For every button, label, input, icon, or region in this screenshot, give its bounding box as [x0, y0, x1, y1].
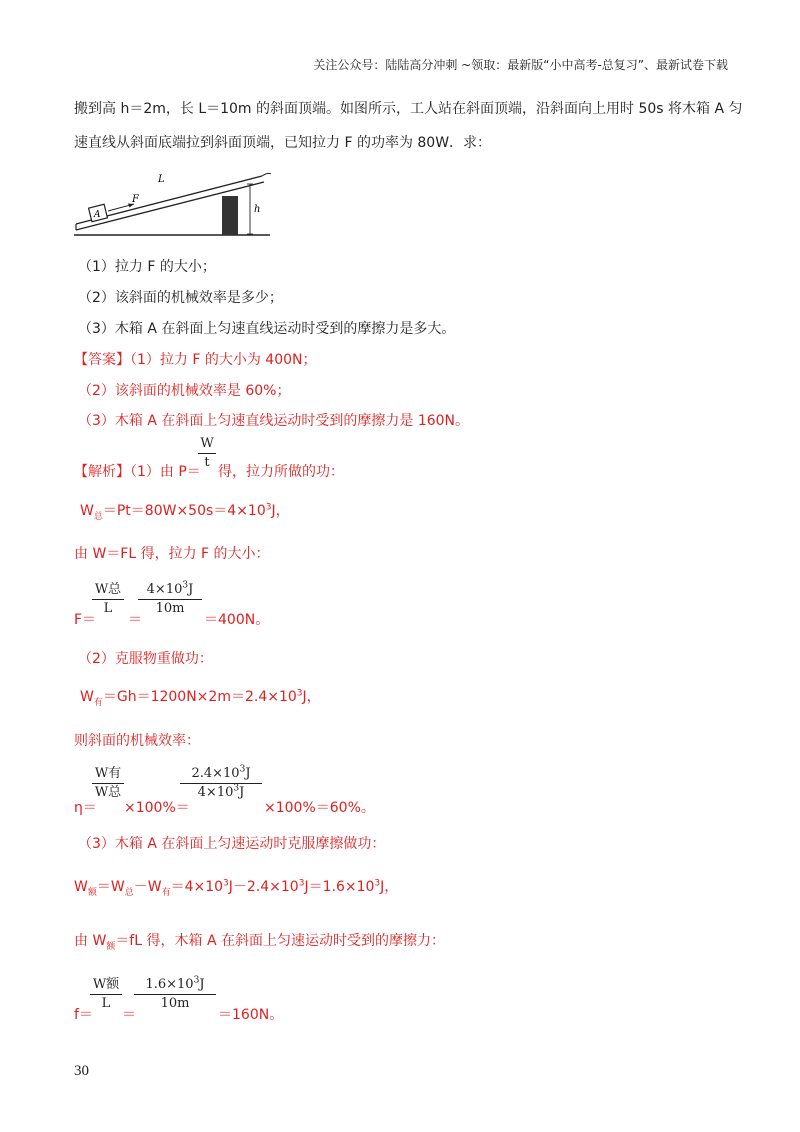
- fraction-wuseful-over-wtotal: W有 W总: [92, 766, 124, 801]
- equals-sign-2: ＝: [122, 1007, 136, 1023]
- answer-1: （1）拉力 F 的大小为 400N；: [130, 352, 317, 368]
- analysis-s1-pre: （1）由 P＝: [130, 464, 201, 480]
- question-1: （1）拉力 F 的大小；: [78, 259, 216, 275]
- analysis-s4: 则斜面的机械效率：: [74, 733, 200, 749]
- f-force-result: ＝400N。: [204, 612, 270, 628]
- analysis-s2: 由 W＝FL 得，拉力 F 的大小：: [74, 546, 270, 562]
- label-l: L: [158, 174, 165, 185]
- incline-diagram: [72, 160, 272, 240]
- analysis-s6: 由 $W_额=fL$ 得，木箱 A 在斜面上匀速运动时受到的摩擦力：: [74, 933, 445, 952]
- w-extra-equation: $W_额=W_总-W_有=4\times 10^3J-2.4\times 10^3J=1.6\times 10^3J$，: [74, 878, 399, 898]
- label-h: h: [254, 204, 261, 215]
- fraction-wtotal-over-l: W总 L: [92, 582, 124, 617]
- label-f: F: [132, 194, 139, 205]
- fraction-1.6e3-over-10m: $1.6\times 10^3J$ 10m: [134, 977, 216, 1012]
- analysis-s1-post: 得，拉力所做的功：: [218, 464, 344, 480]
- problem-line-1: 搬到高 h＝2m，长 L＝10m 的斜面顶端。如图所示，工人站在斜面顶端，沿斜面向上用时 50s 将木箱 A 匀: [74, 101, 743, 117]
- page-number: 30: [74, 1063, 89, 1079]
- fraction-4e3-over-10m: $4\times 10^3J$ 10m: [138, 582, 202, 617]
- w-useful-equation: $W_有=Gh=1200N\times 2m=2.4\times 10^3J$，: [80, 688, 321, 708]
- label-a: A: [94, 210, 101, 220]
- eta-result: ×100%＝60%。: [264, 800, 375, 816]
- friction-result: ＝160N。: [218, 1007, 284, 1023]
- question-3: （3）木箱 A 在斜面上匀速直线运动时受到的摩擦力是多大。: [78, 321, 456, 337]
- analysis-s3: （2）克服物重做功：: [78, 651, 213, 667]
- answer-line-1: [74, 349, 317, 369]
- page-header: 关注公众号：陆陆高分冲刺 ~领取：最新版“小中高考-总复习”、最新试卷下载: [313, 58, 728, 72]
- answer-tag: 【答案】: [74, 352, 130, 368]
- analysis-s5: （3）木箱 A 在斜面上匀速运动时克服摩擦做功：: [78, 836, 386, 852]
- support-block: [222, 196, 238, 235]
- equals-sign: ＝: [128, 612, 142, 628]
- answer-3: （3）木箱 A 在斜面上匀速直线运动时受到的摩擦力是 160N。: [78, 413, 470, 429]
- analysis-line-1: [74, 461, 201, 481]
- w-total-equation: $W_总=Pt=80W\times 50s=4\times 10^3J$，: [80, 502, 290, 522]
- fraction-2.4e3-over-4e3: $2.4\times 10^3J$ $4\times 10^3J$: [180, 766, 262, 801]
- question-2: （2）该斜面的机械效率是多少；: [78, 290, 283, 306]
- analysis-tag: 【解析】: [74, 464, 130, 480]
- eta-mid: ×100%＝: [124, 800, 190, 816]
- answer-2: （2）该斜面的机械效率是 60%；: [78, 383, 291, 399]
- fraction-wextra-over-l: W额 L: [90, 977, 122, 1012]
- fraction-numerator: W: [200, 436, 214, 451]
- problem-line-2: 速直线从斜面底端拉到斜面顶端，已知拉力 F 的功率为 80W．求：: [74, 135, 492, 151]
- fraction-w-over-t: [198, 436, 216, 471]
- f-force-lhs: F＝: [74, 612, 97, 628]
- fraction-denominator: t: [204, 455, 210, 470]
- eta-lhs: η＝: [74, 800, 97, 816]
- friction-lhs: f＝: [74, 1007, 93, 1023]
